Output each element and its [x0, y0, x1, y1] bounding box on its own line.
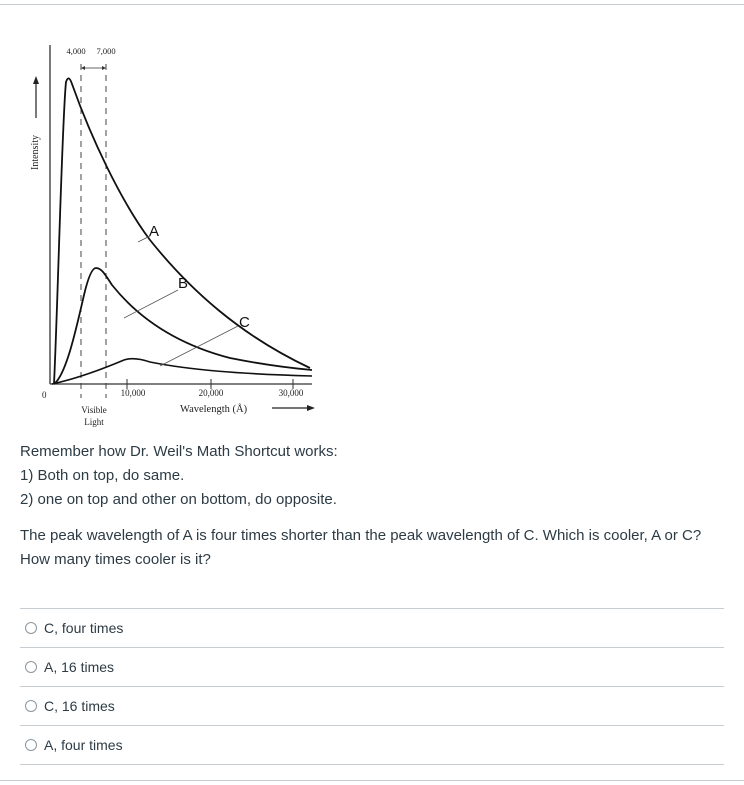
bottom-divider — [0, 780, 744, 781]
top-tick-4000: 4,000 — [66, 46, 86, 56]
instruction-rule-1: 1) Both on top, do same. — [20, 467, 185, 484]
instruction-rule-2: 2) one on top and other on bottom, do opposite. — [20, 491, 337, 508]
answer-label: C, four times — [44, 620, 124, 636]
answer-option-4[interactable] — [20, 725, 724, 765]
answer-option-1[interactable] — [20, 608, 724, 647]
curve-label-c: C — [239, 314, 250, 331]
radio-button[interactable] — [25, 622, 37, 634]
curve-label-b: B — [178, 275, 189, 292]
visible-light-label-2: Light — [84, 417, 104, 427]
leader-b — [124, 290, 178, 318]
x-tick-label-30000: 30,000 — [278, 388, 304, 398]
visible-light-label-1: Visible — [81, 405, 107, 415]
radio-button[interactable] — [25, 661, 37, 673]
answer-label: A, 16 times — [44, 659, 115, 675]
question-text: The peak wavelength of A is four times shorter than the peak wavelength of C. Which is cooler, A or C? How many times cooler is it? — [20, 527, 702, 568]
radio-button[interactable] — [25, 700, 37, 712]
bracket-right-arrow — [102, 66, 106, 70]
x-tick-label-20000: 20,000 — [198, 388, 224, 398]
top-tick-7000: 7,000 — [96, 46, 116, 56]
curve-label-a: A — [149, 223, 160, 240]
curve-a — [54, 78, 310, 384]
x-axis-label: Wavelength (Å) — [180, 404, 248, 415]
origin-label: 0 — [42, 390, 47, 400]
x-axis-arrowhead — [307, 405, 315, 411]
leader-c — [160, 326, 238, 366]
bracket-left-arrow — [81, 66, 85, 70]
radio-button[interactable] — [25, 739, 37, 751]
answer-list — [20, 608, 724, 765]
answer-option-2[interactable] — [20, 647, 724, 686]
y-axis-label: Intensity — [30, 135, 41, 170]
curve-c — [52, 359, 312, 384]
answer-option-3[interactable] — [20, 686, 724, 725]
instructions-title: Remember how Dr. Weil's Math Shortcut works: — [20, 443, 338, 460]
answer-label: A, four times — [44, 737, 123, 753]
y-axis-arrowhead — [33, 76, 39, 84]
answer-label: C, 16 times — [44, 698, 115, 714]
x-tick-label-10000: 10,000 — [120, 388, 146, 398]
